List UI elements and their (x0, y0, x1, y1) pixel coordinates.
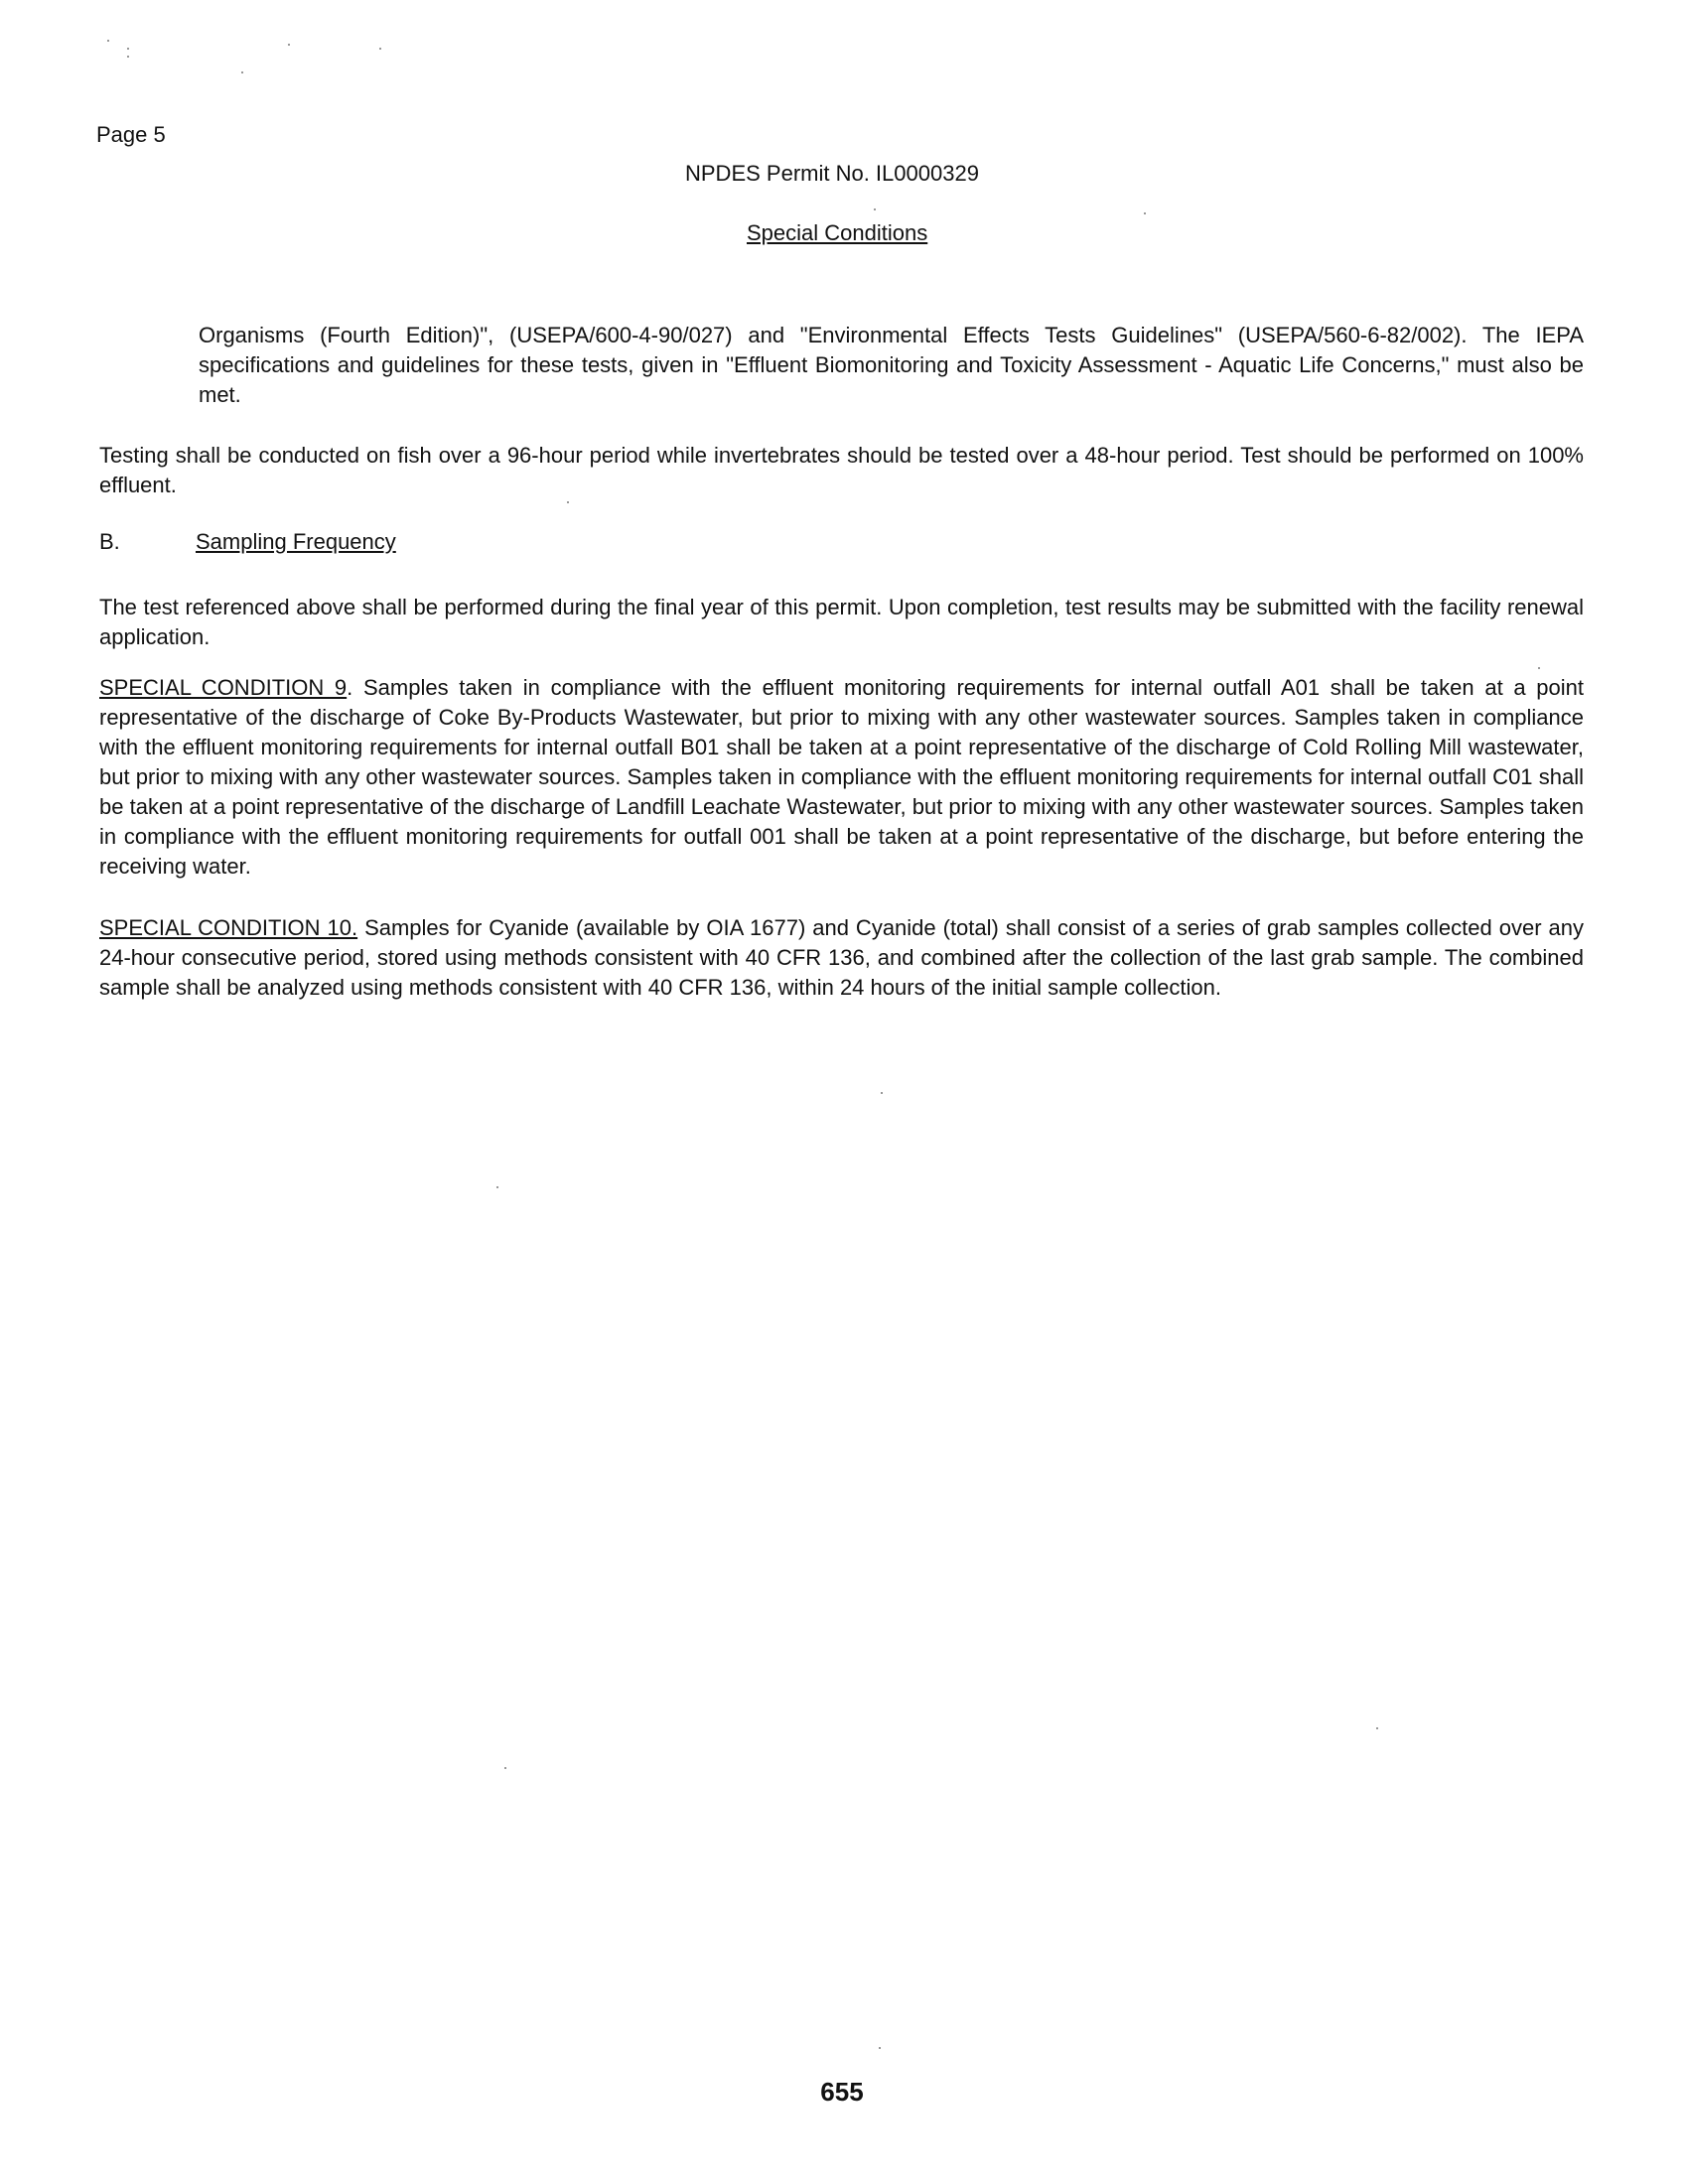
scan-speck (1144, 212, 1146, 214)
page-label: Page 5 (96, 122, 166, 147)
scan-speck (881, 1092, 883, 1094)
special-condition-9 (99, 673, 1584, 882)
scan-speck (504, 1767, 506, 1769)
section-b-letter: B. (99, 529, 120, 554)
scan-speck (567, 501, 569, 503)
scan-speck (288, 44, 290, 46)
section-title: Special Conditions (747, 220, 928, 245)
paragraph-continuation: Organisms (Fourth Edition)", (USEPA/600-4-90/027) and "Environmental Effects Tests Guidelines" (USEPA/560-6-82/002). The IEPA specifications and guidelines for these tests, given in "Effluent Biomonitoring and Toxicity Assessment - Aquatic Life Concerns," must also be met. (199, 323, 1584, 407)
scan-speck (874, 208, 876, 210)
scan-speck (1538, 667, 1540, 669)
scan-speck (107, 40, 109, 42)
paragraph-frequency: The test referenced above shall be performed during the final year of this permit. Upon completion, test results may be submitted with the facility renewal application. (99, 595, 1584, 649)
special-condition-10-text: Samples for Cyanide (available by OIA 1677) and Cyanide (total) shall consist of a series of grab samples collected over any 24-hour consecutive period, stored using methods consistent with 40 CFR 136, and combined after the collection of the last grab sample. The combined sample shall be analyzed using methods consistent with 40 CFR 136, within 24 hours of the initial sample collection. (99, 915, 1584, 1000)
scan-speck (1376, 1727, 1378, 1729)
special-condition-10 (99, 913, 1584, 1003)
permit-number: NPDES Permit No. IL0000329 (685, 161, 979, 186)
paragraph-testing: Testing shall be conducted on fish over a 96-hour period while invertebrates should be tested over a 48-hour period. Test should be performed on 100% effluent. (99, 443, 1584, 497)
page-number: 655 (820, 2077, 864, 2107)
special-condition-9-label: SPECIAL CONDITION 9 (99, 675, 348, 700)
scan-speck (127, 48, 129, 50)
section-b-heading (99, 529, 396, 555)
scan-speck (879, 2047, 881, 2049)
special-condition-9-text: . Samples taken in compliance with the effluent monitoring requirements for internal outfall A01 shall be taken at a point representative of the discharge of Coke By-Products Wastewater, but prior to mixing with any other wastewater sources. Samples taken in compliance with the effluent monitoring requirements for internal outfall B01 shall be taken at a point representative of the discharge of Cold Rolling Mill wastewater, but prior to mixing with any other wastewater sources. Samples taken in compliance with the effluent monitoring requirements for internal outfall C01 shall be taken at a point representative of the discharge of Landfill Leachate Wastewater, but prior to mixing with any other wastewater sources. Samples taken in compliance with the effluent monitoring requirements for outfall 001 shall be taken at a point representative of the discharge, but before entering the receiving water. (99, 675, 1585, 879)
scan-speck (496, 1186, 498, 1188)
special-condition-10-label: SPECIAL CONDITION 10. (99, 915, 358, 940)
scan-speck (379, 48, 381, 50)
scan-speck (127, 56, 129, 58)
scan-speck (241, 71, 243, 73)
section-b-title: Sampling Frequency (196, 529, 396, 554)
